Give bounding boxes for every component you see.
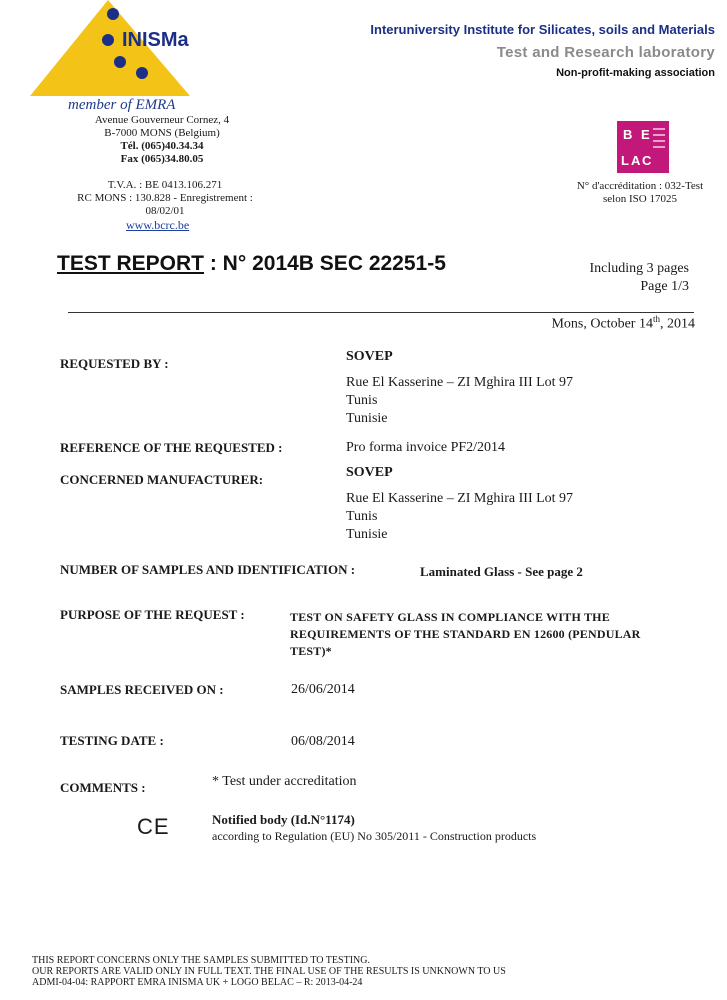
date-suffix-sup: th xyxy=(652,314,660,324)
svg-text:B: B xyxy=(623,127,633,142)
footer-line: OUR REPORTS ARE VALID ONLY IN FULL TEXT. THE FINAL USE OF THE RESULTS IS UNKNOWN TO US xyxy=(32,966,506,977)
samples-label: NUMBER OF SAMPLES AND IDENTIFICATION : xyxy=(60,562,356,577)
purpose-line: TEST)* xyxy=(290,644,332,658)
inisma-logo xyxy=(30,0,220,112)
comments-label: COMMENTS : xyxy=(60,780,146,795)
comments-value: * Test under accreditation xyxy=(212,774,357,789)
ce-mark-icon: CE xyxy=(137,814,170,839)
logo-dot xyxy=(136,67,148,79)
date-main: Mons, October 14 xyxy=(551,316,653,332)
member-of-emra: member of EMRA xyxy=(68,97,176,113)
accreditation-block xyxy=(560,180,720,206)
requester-city: Tunis xyxy=(346,393,378,408)
logo-dot xyxy=(102,34,114,46)
testing-date-value: 06/08/2014 xyxy=(291,734,355,749)
purpose-line: TEST ON SAFETY GLASS IN COMPLIANCE WITH THE xyxy=(290,610,610,624)
regulation-text: according to Regulation (EU) No 305/2011 - Construction products xyxy=(212,829,537,843)
phone-number: Tél. (065)40.34.34 xyxy=(120,140,204,152)
report-date xyxy=(551,314,695,333)
manufacturer-address: Rue El Kasserine – ZI Mghira III Lot 97 xyxy=(346,491,574,506)
samples-value: Laminated Glass - See page 2 xyxy=(420,564,583,579)
purpose-label: PURPOSE OF THE REQUEST : xyxy=(60,607,245,622)
manufacturer-value xyxy=(346,464,573,544)
manufacturer-country: Tunisie xyxy=(346,527,388,542)
footer-line: THIS REPORT CONCERNS ONLY THE SAMPLES SUBMITTED TO TESTING. xyxy=(32,955,370,966)
page-indicator: Page 1/3 xyxy=(640,279,689,294)
requester-name: SOVEP xyxy=(346,349,393,364)
accreditation-number: N° d'accréditation : 032-Test xyxy=(576,180,704,192)
svg-text:L: L xyxy=(621,153,629,168)
footer-disclaimer xyxy=(32,955,506,988)
registration-block xyxy=(65,179,265,218)
belac-logo xyxy=(617,121,669,173)
purpose-line: REQUIREMENTS OF THE STANDARD EN 12600 (PENDULAR xyxy=(290,627,641,641)
svg-text:A: A xyxy=(631,153,641,168)
report-number: : N° 2014B SEC 22251-5 xyxy=(209,252,446,275)
svg-text:C: C xyxy=(642,153,652,168)
manufacturer-name: SOVEP xyxy=(346,465,393,480)
reference-value: Pro forma invoice PF2/2014 xyxy=(346,440,506,455)
footer-line: ADMI-04-04: RAPPORT EMRA INISMA UK + LOGO BELAC – R: 2013-04-24 xyxy=(32,977,363,988)
manufacturer-city: Tunis xyxy=(346,509,378,524)
address-line: Avenue Gouverneur Cornez, 4 xyxy=(94,114,230,126)
received-value: 26/06/2014 xyxy=(291,682,355,697)
accreditation-standard: selon ISO 17025 xyxy=(603,193,677,205)
website-link[interactable]: www.bcrc.be xyxy=(126,218,190,232)
logo-dot xyxy=(107,8,119,20)
requester-address: Rue El Kasserine – ZI Mghira III Lot 97 xyxy=(346,375,574,390)
title-divider xyxy=(68,312,694,313)
logo-text: INISMa xyxy=(122,29,189,51)
total-pages: Including 3 pages xyxy=(589,261,689,276)
institute-subtitle: Test and Research laboratory xyxy=(496,44,715,61)
report-title xyxy=(57,252,446,276)
date-year: , 2014 xyxy=(660,316,695,332)
received-label: SAMPLES RECEIVED ON : xyxy=(60,682,224,697)
rc-number: RC MONS : 130.828 - Enregistrement : 08/02/01 xyxy=(77,192,253,217)
requester-country: Tunisie xyxy=(346,411,388,426)
reference-label: REFERENCE OF THE REQUESTED : xyxy=(60,440,283,455)
report-title-label: TEST REPORT xyxy=(57,252,205,275)
requested-by-value xyxy=(346,348,573,428)
address-line: B-7000 MONS (Belgium) xyxy=(104,127,220,139)
fax-number: Fax (065)34.80.05 xyxy=(120,153,204,165)
manufacturer-label: CONCERNED MANUFACTURER: xyxy=(60,472,264,487)
testing-date-label: TESTING DATE : xyxy=(60,733,164,748)
logo-dot xyxy=(114,56,126,68)
notified-body-block xyxy=(212,812,536,844)
institute-note: Non-profit-making association xyxy=(556,67,715,79)
notified-body: Notified body (Id.N°1174) xyxy=(212,812,355,827)
address-block xyxy=(62,114,262,166)
requested-by-label: REQUESTED BY : xyxy=(60,356,169,371)
vat-number: T.V.A. : BE 0413.106.271 xyxy=(107,179,223,191)
purpose-value xyxy=(290,609,641,660)
page-count xyxy=(589,260,689,296)
svg-text:E: E xyxy=(641,127,650,142)
institute-title: Interuniversity Institute for Silicates, soils and Materials xyxy=(370,22,715,37)
